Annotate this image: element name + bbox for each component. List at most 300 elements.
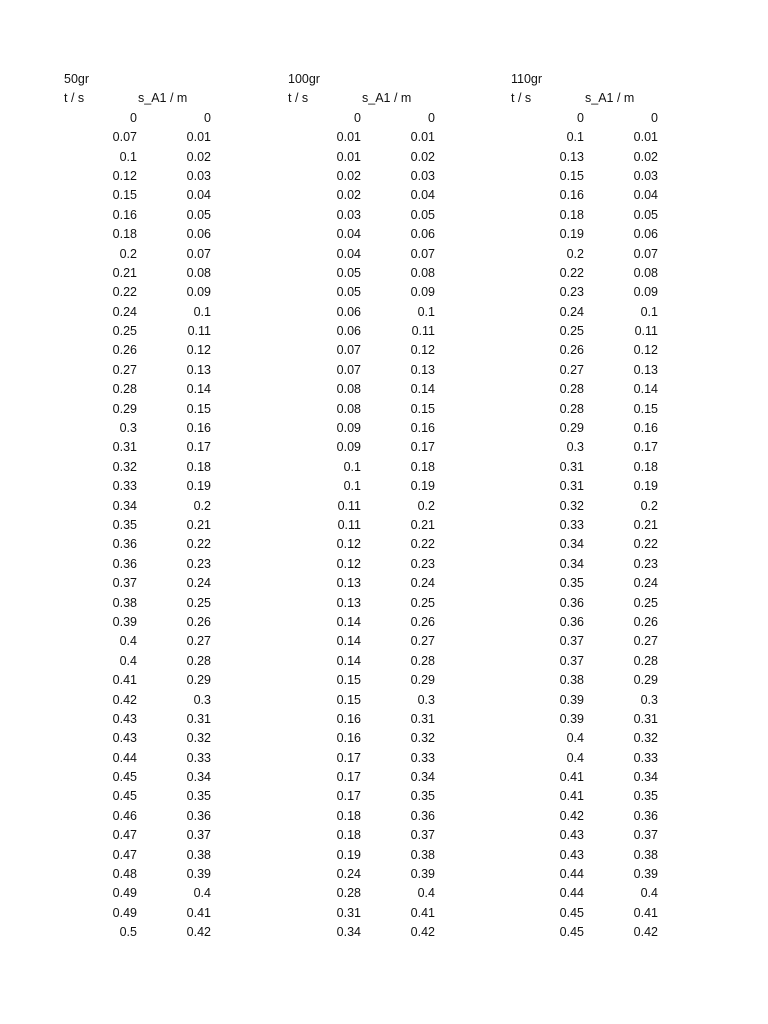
distance-value-cell[interactable]: 0.41 bbox=[186, 905, 211, 920]
distance-value-cell[interactable]: 0.02 bbox=[410, 149, 435, 164]
table-row bbox=[288, 458, 448, 477]
time-value-cell[interactable]: 0.45 bbox=[559, 905, 584, 920]
table-row bbox=[64, 322, 224, 341]
time-value-cell[interactable]: 0.37 bbox=[559, 653, 584, 668]
time-value-cell[interactable]: 0.32 bbox=[112, 459, 137, 474]
time-value-cell[interactable]: 0.29 bbox=[112, 401, 137, 416]
distance-value-cell[interactable]: 0.05 bbox=[633, 207, 658, 222]
distance-value-cell[interactable]: 0.23 bbox=[633, 556, 658, 571]
table-row bbox=[511, 264, 671, 283]
distance-value-cell[interactable]: 0.19 bbox=[410, 479, 435, 494]
distance-value-cell[interactable]: 0.11 bbox=[411, 324, 435, 339]
distance-value-cell[interactable]: 0.08 bbox=[186, 265, 211, 280]
table-row bbox=[511, 477, 671, 496]
distance-value-cell[interactable]: 0.07 bbox=[410, 246, 435, 261]
distance-value-cell[interactable]: 0.23 bbox=[410, 556, 435, 571]
time-value-cell[interactable]: 0.28 bbox=[559, 382, 584, 397]
distance-value-cell[interactable]: 0.02 bbox=[186, 149, 211, 164]
time-value-cell[interactable]: 0.35 bbox=[112, 517, 137, 532]
time-value-cell[interactable]: 0.31 bbox=[559, 479, 584, 494]
time-value-cell[interactable]: 0.31 bbox=[112, 440, 137, 455]
distance-value-cell[interactable]: 0.29 bbox=[410, 673, 435, 688]
distance-value-cell[interactable]: 0.18 bbox=[186, 459, 211, 474]
distance-value-cell[interactable]: 0.26 bbox=[633, 614, 658, 629]
distance-value-cell[interactable]: 0.1 bbox=[640, 304, 658, 319]
distance-value-cell[interactable]: 0.24 bbox=[186, 576, 211, 591]
distance-value-cell[interactable]: 0.25 bbox=[633, 595, 658, 610]
time-value-cell[interactable]: 0.42 bbox=[112, 692, 137, 707]
distance-value-cell[interactable]: 0.39 bbox=[410, 867, 435, 882]
time-value-cell[interactable]: 0.22 bbox=[112, 285, 137, 300]
distance-value-cell[interactable]: 0.27 bbox=[186, 634, 211, 649]
time-value-cell[interactable]: 0.1 bbox=[566, 130, 584, 145]
time-value-cell[interactable]: 0.35 bbox=[559, 576, 584, 591]
table-row bbox=[288, 516, 448, 535]
distance-value-cell[interactable]: 0.01 bbox=[633, 130, 658, 145]
distance-value-cell[interactable]: 0.19 bbox=[633, 479, 658, 494]
distance-value-cell[interactable]: 0.2 bbox=[417, 498, 435, 513]
distance-value-cell[interactable]: 0.12 bbox=[410, 343, 435, 358]
distance-column-header: s_A1 / m bbox=[138, 91, 188, 106]
time-value-cell[interactable]: 0.41 bbox=[112, 673, 137, 688]
table-row bbox=[64, 477, 224, 496]
distance-value-cell[interactable]: 0.21 bbox=[410, 517, 435, 532]
distance-value-cell[interactable]: 0.13 bbox=[410, 362, 435, 377]
time-value-cell[interactable]: 0.15 bbox=[559, 168, 584, 183]
time-value-cell[interactable]: 0.43 bbox=[112, 731, 137, 746]
table-row bbox=[288, 574, 448, 593]
time-value-cell[interactable]: 0.27 bbox=[559, 362, 584, 377]
distance-value-cell[interactable]: 0.23 bbox=[186, 556, 211, 571]
distance-value-cell[interactable]: 0.16 bbox=[633, 421, 658, 436]
time-value-cell[interactable]: 0.07 bbox=[336, 343, 361, 358]
time-value-cell[interactable]: 0.43 bbox=[559, 847, 584, 862]
distance-value-cell[interactable]: 0.34 bbox=[410, 770, 435, 785]
table-row bbox=[64, 787, 224, 806]
time-value-cell[interactable]: 0.03 bbox=[336, 207, 361, 222]
time-value-cell[interactable]: 0.2 bbox=[566, 246, 584, 261]
table-row bbox=[64, 128, 224, 147]
time-value-cell[interactable]: 0.36 bbox=[112, 537, 137, 552]
time-value-cell[interactable]: 0.43 bbox=[112, 711, 137, 726]
table-row bbox=[511, 768, 671, 787]
time-value-cell[interactable]: 0.3 bbox=[566, 440, 584, 455]
distance-value-cell[interactable]: 0.35 bbox=[633, 789, 658, 804]
distance-value-cell[interactable]: 0.16 bbox=[410, 421, 435, 436]
data-rows bbox=[288, 109, 448, 943]
distance-value-cell[interactable]: 0.1 bbox=[417, 304, 435, 319]
distance-value-cell[interactable]: 0.05 bbox=[410, 207, 435, 222]
time-value-cell[interactable]: 0.1 bbox=[343, 479, 361, 494]
time-value-cell[interactable]: 0.07 bbox=[336, 362, 361, 377]
distance-value-cell[interactable]: 0.09 bbox=[633, 285, 658, 300]
distance-value-cell[interactable]: 0.27 bbox=[633, 634, 658, 649]
distance-value-cell[interactable]: 0.18 bbox=[633, 459, 658, 474]
time-value-cell[interactable]: 0.34 bbox=[559, 537, 584, 552]
distance-value-cell[interactable]: 0.13 bbox=[633, 362, 658, 377]
table-row bbox=[288, 419, 448, 438]
table-row bbox=[288, 497, 448, 516]
distance-value-cell[interactable]: 0.03 bbox=[186, 168, 211, 183]
distance-value-cell[interactable]: 0.04 bbox=[186, 188, 211, 203]
distance-value-cell[interactable]: 0.22 bbox=[410, 537, 435, 552]
distance-value-cell[interactable]: 0.28 bbox=[410, 653, 435, 668]
time-value-cell[interactable]: 0.45 bbox=[112, 789, 137, 804]
distance-value-cell[interactable]: 0.22 bbox=[186, 537, 211, 552]
time-value-cell[interactable]: 0.23 bbox=[559, 285, 584, 300]
distance-value-cell[interactable]: 0.01 bbox=[186, 130, 211, 145]
time-value-cell[interactable]: 0.33 bbox=[112, 479, 137, 494]
distance-value-cell[interactable]: 0 bbox=[428, 110, 435, 125]
distance-value-cell[interactable]: 0.16 bbox=[186, 421, 211, 436]
time-value-cell[interactable]: 0.24 bbox=[112, 304, 137, 319]
table-row bbox=[288, 691, 448, 710]
distance-value-cell[interactable]: 0.13 bbox=[186, 362, 211, 377]
time-value-cell[interactable]: 0.18 bbox=[336, 808, 361, 823]
distance-value-cell[interactable]: 0.04 bbox=[410, 188, 435, 203]
time-value-cell[interactable]: 0.17 bbox=[336, 750, 361, 765]
time-value-cell[interactable]: 0.14 bbox=[336, 614, 361, 629]
time-value-cell[interactable]: 0.19 bbox=[559, 227, 584, 242]
time-column-header: t / s bbox=[64, 91, 85, 106]
time-value-cell[interactable]: 0.17 bbox=[336, 789, 361, 804]
time-value-cell[interactable]: 0.49 bbox=[112, 905, 137, 920]
table-row bbox=[64, 186, 224, 205]
time-value-cell[interactable]: 0.22 bbox=[559, 265, 584, 280]
distance-value-cell[interactable]: 0.22 bbox=[633, 537, 658, 552]
time-value-cell[interactable]: 0.41 bbox=[559, 770, 584, 785]
time-value-cell[interactable]: 0.11 bbox=[337, 498, 361, 513]
distance-value-cell[interactable]: 0.24 bbox=[410, 576, 435, 591]
time-value-cell[interactable]: 0.34 bbox=[559, 556, 584, 571]
table-row bbox=[288, 148, 448, 167]
distance-value-cell[interactable]: 0.35 bbox=[410, 789, 435, 804]
distance-value-cell[interactable]: 0.38 bbox=[410, 847, 435, 862]
time-value-cell[interactable]: 0.27 bbox=[112, 362, 137, 377]
distance-value-cell[interactable]: 0.39 bbox=[186, 867, 211, 882]
distance-value-cell[interactable]: 0.11 bbox=[187, 324, 211, 339]
distance-value-cell[interactable]: 0.17 bbox=[410, 440, 435, 455]
distance-value-cell[interactable]: 0.3 bbox=[417, 692, 435, 707]
time-value-cell[interactable]: 0.08 bbox=[336, 401, 361, 416]
distance-value-cell[interactable]: 0.15 bbox=[410, 401, 435, 416]
time-value-cell[interactable]: 0.19 bbox=[336, 847, 361, 862]
distance-value-cell[interactable]: 0.42 bbox=[633, 925, 658, 940]
distance-value-cell[interactable]: 0.17 bbox=[633, 440, 658, 455]
table-row bbox=[288, 206, 448, 225]
time-value-cell[interactable]: 0.39 bbox=[559, 711, 584, 726]
distance-value-cell[interactable]: 0.14 bbox=[410, 382, 435, 397]
time-value-cell[interactable]: 0.21 bbox=[112, 265, 137, 280]
time-value-cell[interactable]: 0.48 bbox=[112, 867, 137, 882]
time-value-cell[interactable]: 0 bbox=[130, 110, 137, 125]
table-row bbox=[511, 361, 671, 380]
distance-value-cell[interactable]: 0.37 bbox=[186, 828, 211, 843]
time-value-cell[interactable]: 0.02 bbox=[336, 188, 361, 203]
time-value-cell[interactable]: 0.26 bbox=[559, 343, 584, 358]
time-value-cell[interactable]: 0.36 bbox=[112, 556, 137, 571]
distance-value-cell[interactable]: 0.25 bbox=[186, 595, 211, 610]
distance-value-cell[interactable]: 0.15 bbox=[633, 401, 658, 416]
distance-value-cell[interactable]: 0.28 bbox=[633, 653, 658, 668]
distance-value-cell[interactable]: 0 bbox=[651, 110, 658, 125]
table-row bbox=[511, 535, 671, 554]
distance-value-cell[interactable]: 0.3 bbox=[193, 692, 211, 707]
distance-value-cell[interactable]: 0.32 bbox=[633, 731, 658, 746]
time-value-cell[interactable]: 0.15 bbox=[336, 673, 361, 688]
distance-value-cell[interactable]: 0.09 bbox=[410, 285, 435, 300]
table-row bbox=[288, 167, 448, 186]
time-value-cell[interactable]: 0.36 bbox=[559, 595, 584, 610]
distance-value-cell[interactable]: 0.29 bbox=[186, 673, 211, 688]
table-row bbox=[511, 865, 671, 884]
distance-value-cell[interactable]: 0.07 bbox=[633, 246, 658, 261]
time-value-cell[interactable]: 0.36 bbox=[559, 614, 584, 629]
time-value-cell[interactable]: 0.14 bbox=[336, 653, 361, 668]
distance-value-cell[interactable]: 0.42 bbox=[410, 925, 435, 940]
distance-value-cell[interactable]: 0.07 bbox=[186, 246, 211, 261]
table-row bbox=[288, 186, 448, 205]
time-value-cell[interactable]: 0.17 bbox=[336, 770, 361, 785]
time-value-cell[interactable]: 0.01 bbox=[336, 149, 361, 164]
time-value-cell[interactable]: 0.02 bbox=[336, 168, 361, 183]
table-row bbox=[64, 904, 224, 923]
time-value-cell[interactable]: 0.4 bbox=[119, 634, 137, 649]
distance-value-cell[interactable]: 0.03 bbox=[410, 168, 435, 183]
distance-value-cell[interactable]: 0.19 bbox=[186, 479, 211, 494]
table-row bbox=[511, 632, 671, 651]
table-row bbox=[511, 787, 671, 806]
distance-value-cell[interactable]: 0.14 bbox=[633, 382, 658, 397]
table-row bbox=[511, 458, 671, 477]
distance-value-cell[interactable]: 0 bbox=[204, 110, 211, 125]
time-value-cell[interactable]: 0.45 bbox=[559, 925, 584, 940]
distance-value-cell[interactable]: 0.02 bbox=[633, 149, 658, 164]
table-row bbox=[288, 438, 448, 457]
distance-value-cell[interactable]: 0.41 bbox=[633, 905, 658, 920]
distance-value-cell[interactable]: 0.09 bbox=[186, 285, 211, 300]
distance-value-cell[interactable]: 0.33 bbox=[633, 750, 658, 765]
time-value-cell[interactable]: 0.45 bbox=[112, 770, 137, 785]
time-value-cell[interactable]: 0.12 bbox=[336, 556, 361, 571]
time-value-cell[interactable]: 0.16 bbox=[112, 207, 137, 222]
time-value-cell[interactable]: 0.44 bbox=[559, 867, 584, 882]
time-value-cell[interactable]: 0.15 bbox=[336, 692, 361, 707]
distance-value-cell[interactable]: 0.04 bbox=[633, 188, 658, 203]
table-row bbox=[511, 846, 671, 865]
table-row bbox=[64, 109, 224, 128]
time-value-cell[interactable]: 0.13 bbox=[559, 149, 584, 164]
distance-value-cell[interactable]: 0.05 bbox=[186, 207, 211, 222]
time-value-cell[interactable]: 0.25 bbox=[559, 324, 584, 339]
time-value-cell[interactable]: 0.31 bbox=[336, 905, 361, 920]
time-value-cell[interactable]: 0.44 bbox=[559, 886, 584, 901]
time-value-cell[interactable]: 0.37 bbox=[112, 576, 137, 591]
distance-value-cell[interactable]: 0.2 bbox=[193, 498, 211, 513]
distance-value-cell[interactable]: 0.01 bbox=[410, 130, 435, 145]
time-value-cell[interactable]: 0.09 bbox=[336, 421, 361, 436]
table-row bbox=[64, 497, 224, 516]
time-value-cell[interactable]: 0.33 bbox=[559, 517, 584, 532]
time-value-cell[interactable]: 0.07 bbox=[112, 130, 137, 145]
time-value-cell[interactable]: 0.31 bbox=[559, 459, 584, 474]
time-value-cell[interactable]: 0.37 bbox=[559, 634, 584, 649]
distance-value-cell[interactable]: 0.41 bbox=[410, 905, 435, 920]
distance-value-cell[interactable]: 0.33 bbox=[410, 750, 435, 765]
distance-value-cell[interactable]: 0.14 bbox=[186, 382, 211, 397]
time-value-cell[interactable]: 0.3 bbox=[119, 421, 137, 436]
distance-value-cell[interactable]: 0.08 bbox=[633, 265, 658, 280]
time-value-cell[interactable]: 0.4 bbox=[566, 731, 584, 746]
time-value-cell[interactable]: 0.47 bbox=[112, 847, 137, 862]
distance-value-cell[interactable]: 0.12 bbox=[186, 343, 211, 358]
table-row bbox=[288, 710, 448, 729]
distance-value-cell[interactable]: 0.03 bbox=[633, 168, 658, 183]
time-value-cell[interactable]: 0.43 bbox=[559, 828, 584, 843]
distance-value-cell[interactable]: 0.42 bbox=[186, 925, 211, 940]
time-value-cell[interactable]: 0.1 bbox=[343, 459, 361, 474]
time-value-cell[interactable]: 0.1 bbox=[119, 149, 137, 164]
time-value-cell[interactable]: 0.01 bbox=[336, 130, 361, 145]
distance-value-cell[interactable]: 0.31 bbox=[633, 711, 658, 726]
table-row bbox=[64, 884, 224, 903]
distance-value-cell[interactable]: 0.2 bbox=[640, 498, 658, 513]
distance-value-cell[interactable]: 0.3 bbox=[640, 692, 658, 707]
distance-value-cell[interactable]: 0.27 bbox=[410, 634, 435, 649]
distance-value-cell[interactable]: 0.38 bbox=[186, 847, 211, 862]
time-value-cell[interactable]: 0.24 bbox=[336, 867, 361, 882]
time-value-cell[interactable]: 0 bbox=[354, 110, 361, 125]
time-value-cell[interactable]: 0.05 bbox=[336, 285, 361, 300]
distance-value-cell[interactable]: 0.29 bbox=[633, 673, 658, 688]
time-value-cell[interactable]: 0.25 bbox=[112, 324, 137, 339]
distance-value-cell[interactable]: 0.25 bbox=[410, 595, 435, 610]
table-row bbox=[288, 128, 448, 147]
distance-value-cell[interactable]: 0.35 bbox=[186, 789, 211, 804]
table-row bbox=[511, 128, 671, 147]
time-value-cell[interactable]: 0.41 bbox=[559, 789, 584, 804]
distance-value-cell[interactable]: 0.4 bbox=[640, 886, 658, 901]
time-value-cell[interactable]: 0.26 bbox=[112, 343, 137, 358]
time-value-cell[interactable]: 0.18 bbox=[112, 227, 137, 242]
distance-value-cell[interactable]: 0.36 bbox=[633, 808, 658, 823]
distance-value-cell[interactable]: 0.24 bbox=[633, 576, 658, 591]
time-value-cell[interactable]: 0.16 bbox=[336, 731, 361, 746]
distance-value-cell[interactable]: 0.06 bbox=[633, 227, 658, 242]
distance-value-cell[interactable]: 0.21 bbox=[186, 517, 211, 532]
time-value-cell[interactable]: 0.29 bbox=[559, 421, 584, 436]
distance-value-cell[interactable]: 0.37 bbox=[410, 828, 435, 843]
distance-value-cell[interactable]: 0.26 bbox=[410, 614, 435, 629]
time-value-cell[interactable]: 0.04 bbox=[336, 246, 361, 261]
time-value-cell[interactable]: 0.28 bbox=[336, 886, 361, 901]
distance-value-cell[interactable]: 0.17 bbox=[186, 440, 211, 455]
distance-value-cell[interactable]: 0.11 bbox=[634, 324, 658, 339]
distance-value-cell[interactable]: 0.36 bbox=[410, 808, 435, 823]
time-value-cell[interactable]: 0.06 bbox=[336, 304, 361, 319]
time-value-cell[interactable]: 0.4 bbox=[566, 750, 584, 765]
distance-value-cell[interactable]: 0.31 bbox=[186, 711, 211, 726]
distance-value-cell[interactable]: 0.12 bbox=[633, 343, 658, 358]
table-row bbox=[64, 846, 224, 865]
distance-value-cell[interactable]: 0.32 bbox=[410, 731, 435, 746]
distance-value-cell[interactable]: 0.06 bbox=[410, 227, 435, 242]
time-value-cell[interactable]: 0.38 bbox=[112, 595, 137, 610]
time-value-cell[interactable]: 0.16 bbox=[336, 711, 361, 726]
time-value-cell[interactable]: 0.5 bbox=[119, 925, 137, 940]
time-value-cell[interactable]: 0.14 bbox=[336, 634, 361, 649]
time-value-cell[interactable]: 0.49 bbox=[112, 886, 137, 901]
time-value-cell[interactable]: 0.24 bbox=[559, 304, 584, 319]
distance-value-cell[interactable]: 0.32 bbox=[186, 731, 211, 746]
time-value-cell[interactable]: 0.08 bbox=[336, 382, 361, 397]
time-value-cell[interactable]: 0.13 bbox=[336, 576, 361, 591]
distance-value-cell[interactable]: 0.21 bbox=[633, 517, 658, 532]
time-value-cell[interactable]: 0 bbox=[577, 110, 584, 125]
table-row bbox=[288, 652, 448, 671]
distance-value-cell[interactable]: 0.4 bbox=[417, 886, 435, 901]
time-value-cell[interactable]: 0.06 bbox=[336, 324, 361, 339]
distance-value-cell[interactable]: 0.15 bbox=[186, 401, 211, 416]
time-value-cell[interactable]: 0.15 bbox=[112, 188, 137, 203]
time-value-cell[interactable]: 0.39 bbox=[112, 614, 137, 629]
time-value-cell[interactable]: 0.47 bbox=[112, 828, 137, 843]
distance-value-cell[interactable]: 0.06 bbox=[186, 227, 211, 242]
time-value-cell[interactable]: 0.34 bbox=[112, 498, 137, 513]
distance-column-header: s_A1 / m bbox=[585, 91, 635, 106]
time-value-cell[interactable]: 0.34 bbox=[336, 925, 361, 940]
time-value-cell[interactable]: 0.42 bbox=[559, 808, 584, 823]
time-value-cell[interactable]: 0.09 bbox=[336, 440, 361, 455]
distance-value-cell[interactable]: 0.37 bbox=[633, 828, 658, 843]
time-value-cell[interactable]: 0.32 bbox=[559, 498, 584, 513]
time-value-cell[interactable]: 0.12 bbox=[336, 537, 361, 552]
distance-value-cell[interactable]: 0.31 bbox=[410, 711, 435, 726]
time-value-cell[interactable]: 0.46 bbox=[112, 808, 137, 823]
time-value-cell[interactable]: 0.28 bbox=[112, 382, 137, 397]
time-value-cell[interactable]: 0.12 bbox=[112, 168, 137, 183]
distance-value-cell[interactable]: 0.39 bbox=[633, 867, 658, 882]
time-value-cell[interactable]: 0.16 bbox=[559, 188, 584, 203]
table-row bbox=[511, 691, 671, 710]
distance-value-cell[interactable]: 0.26 bbox=[186, 614, 211, 629]
distance-value-cell[interactable]: 0.08 bbox=[410, 265, 435, 280]
distance-value-cell[interactable]: 0.34 bbox=[633, 770, 658, 785]
distance-value-cell[interactable]: 0.33 bbox=[186, 750, 211, 765]
time-value-cell[interactable]: 0.13 bbox=[336, 595, 361, 610]
distance-value-cell[interactable]: 0.18 bbox=[410, 459, 435, 474]
distance-value-cell[interactable]: 0.28 bbox=[186, 653, 211, 668]
time-value-cell[interactable]: 0.39 bbox=[559, 692, 584, 707]
time-value-cell[interactable]: 0.28 bbox=[559, 401, 584, 416]
distance-value-cell[interactable]: 0.36 bbox=[186, 808, 211, 823]
distance-value-cell[interactable]: 0.4 bbox=[193, 886, 211, 901]
time-value-cell[interactable]: 0.2 bbox=[119, 246, 137, 261]
time-value-cell[interactable]: 0.18 bbox=[336, 828, 361, 843]
distance-value-cell[interactable]: 0.38 bbox=[633, 847, 658, 862]
table-row bbox=[64, 691, 224, 710]
distance-value-cell[interactable]: 0.34 bbox=[186, 770, 211, 785]
time-value-cell[interactable]: 0.05 bbox=[336, 265, 361, 280]
time-value-cell[interactable]: 0.04 bbox=[336, 227, 361, 242]
time-value-cell[interactable]: 0.44 bbox=[112, 750, 137, 765]
time-value-cell[interactable]: 0.4 bbox=[119, 653, 137, 668]
time-value-cell[interactable]: 0.18 bbox=[559, 207, 584, 222]
time-value-cell[interactable]: 0.11 bbox=[337, 517, 361, 532]
distance-value-cell[interactable]: 0.1 bbox=[193, 304, 211, 319]
time-value-cell[interactable]: 0.38 bbox=[559, 673, 584, 688]
table-row bbox=[511, 148, 671, 167]
